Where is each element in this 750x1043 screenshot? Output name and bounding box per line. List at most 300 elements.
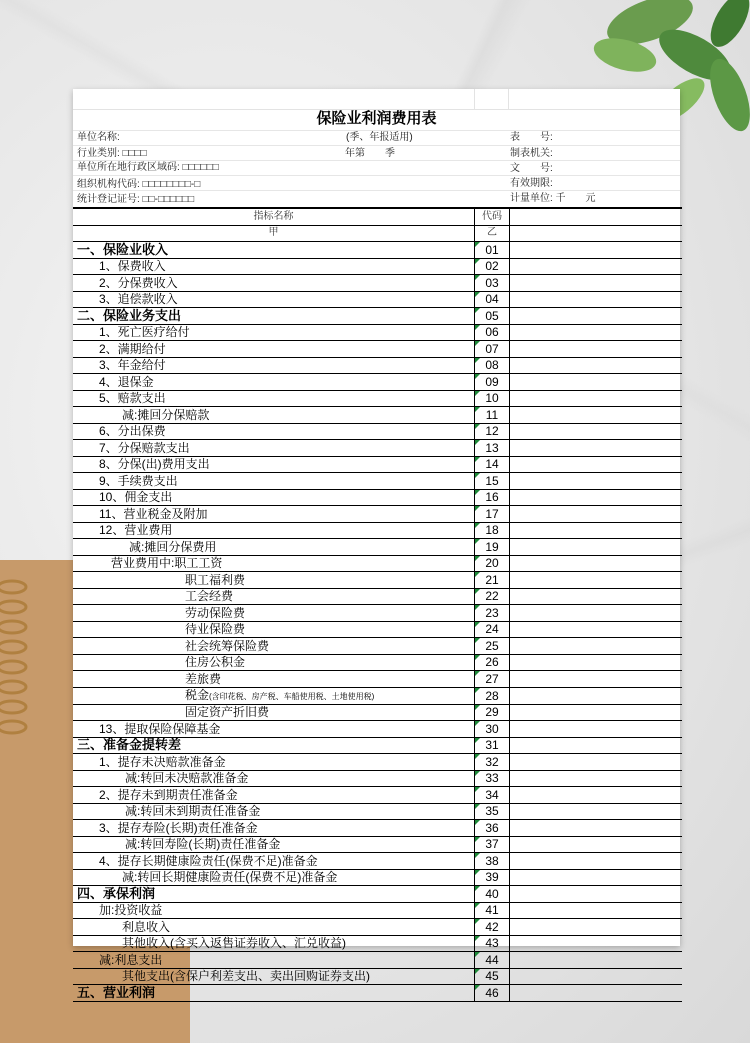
table-row (73, 621, 682, 638)
row-name-cell[interactable] (73, 324, 475, 341)
table-row (73, 820, 682, 837)
row-name-cell[interactable] (73, 291, 475, 308)
table-row (73, 555, 682, 572)
row-code-cell[interactable] (475, 506, 510, 523)
row-value-cell[interactable] (510, 721, 683, 738)
column-sub-code: 乙 (475, 225, 510, 242)
row-value-cell[interactable] (510, 820, 683, 837)
row-name: 待业保险费 (185, 622, 246, 637)
row-value-cell[interactable] (510, 654, 683, 671)
row-name: 6、分出保费 (99, 424, 166, 439)
row-note: (含印花税、房产税、车船使用税、土地使用税) (209, 691, 375, 701)
row-name-cell[interactable] (73, 787, 475, 804)
row-code-cell[interactable] (475, 836, 510, 853)
row-name-cell[interactable] (73, 704, 475, 721)
row-code-cell[interactable] (475, 721, 510, 738)
row-code-cell[interactable] (475, 489, 510, 506)
row-code-cell[interactable] (475, 324, 510, 341)
row-name-cell[interactable] (73, 721, 475, 738)
cell-indicator-icon (475, 688, 480, 693)
row-name: 减:摊回分保赔款 (122, 407, 210, 422)
grid-line (508, 89, 509, 109)
row-value-cell[interactable] (510, 737, 683, 754)
row-code: 11 (485, 407, 499, 422)
row-code-cell[interactable] (475, 341, 510, 358)
cell-indicator-icon (475, 837, 480, 842)
row-code-cell[interactable] (475, 902, 510, 919)
row-name: 减:摊回分保费用 (129, 539, 217, 554)
row-code-cell[interactable] (475, 539, 510, 556)
cell-indicator-icon (475, 407, 480, 412)
table-row (73, 919, 682, 936)
row-name: 11、营业税金及附加 (99, 506, 208, 521)
row-code-cell[interactable] (475, 754, 510, 771)
row-name-cell[interactable] (73, 952, 475, 969)
table-row (73, 374, 682, 391)
row-code-cell[interactable] (475, 407, 510, 424)
row-name: 减:转回寿险(长期)责任准备金 (125, 837, 281, 852)
row-name-cell[interactable] (73, 374, 475, 391)
row-name: 工会经费 (185, 589, 234, 604)
row-name: 13、提取保险保障基金 (99, 721, 221, 736)
row-code-cell[interactable] (475, 853, 510, 870)
table-row (73, 341, 682, 358)
row-value-cell[interactable] (510, 836, 683, 853)
row-code-cell[interactable] (475, 968, 510, 985)
row-value-cell[interactable] (510, 935, 683, 952)
row-name: 营业费用中:职工工资 (111, 556, 223, 571)
row-value-cell[interactable] (510, 621, 683, 638)
row-name: 减:转回未到期责任准备金 (125, 804, 261, 819)
row-value-cell[interactable] (510, 886, 683, 903)
table-row (73, 737, 682, 754)
row-code: 29 (485, 705, 499, 720)
table-row (73, 638, 682, 655)
issuer-label: 制表机关: (510, 148, 553, 159)
row-code: 30 (485, 721, 499, 736)
row-name-cell[interactable] (73, 275, 475, 292)
cell-indicator-icon (475, 622, 480, 627)
cell-indicator-icon (475, 771, 480, 776)
row-name-cell[interactable] (73, 853, 475, 870)
table-row (73, 357, 682, 374)
row-code: 07 (485, 341, 499, 356)
cell-indicator-icon (475, 556, 480, 561)
row-code-cell[interactable] (475, 770, 510, 787)
row-code-cell[interactable] (475, 787, 510, 804)
table-row (73, 407, 682, 424)
table-row (73, 721, 682, 738)
row-name: 利息收入 (122, 919, 171, 934)
row-name-cell[interactable] (73, 522, 475, 539)
cell-indicator-icon (475, 820, 480, 825)
row-name-cell[interactable] (73, 440, 475, 457)
table-row (73, 308, 682, 325)
row-code: 05 (485, 308, 499, 323)
table-row (73, 869, 682, 886)
row-name-cell[interactable] (73, 621, 475, 638)
row-name-cell[interactable] (73, 605, 475, 622)
row-name-cell[interactable] (73, 390, 475, 407)
row-code-cell[interactable] (475, 654, 510, 671)
row-name: 差旅费 (185, 671, 222, 686)
row-code-cell[interactable] (475, 737, 510, 754)
row-name: 固定资产折旧费 (185, 705, 270, 720)
row-name: 7、分保赔款支出 (99, 440, 190, 455)
row-code: 16 (485, 490, 499, 505)
row-value-cell[interactable] (510, 275, 683, 292)
row-name-cell[interactable] (73, 869, 475, 886)
table-row (73, 803, 682, 820)
table-row (73, 853, 682, 870)
row-name-cell[interactable] (73, 308, 475, 325)
table-row (73, 489, 682, 506)
row-name: 减:利息支出 (99, 952, 163, 967)
table-row (73, 423, 682, 440)
row-code-cell[interactable] (475, 572, 510, 589)
cell-indicator-icon (475, 292, 480, 297)
notebook-spiral-image (0, 575, 60, 735)
unit-name-label: 单位名称: (77, 132, 120, 143)
row-name-cell[interactable] (73, 489, 475, 506)
row-name: 二、保险业务支出 (77, 307, 182, 323)
row-value-cell[interactable] (510, 291, 683, 308)
row-value-cell[interactable] (510, 522, 683, 539)
row-name: 10、佣金支出 (99, 490, 173, 505)
row-name: 4、提存长期健康险责任(保费不足)准备金 (99, 853, 318, 868)
row-name: 税金 (185, 687, 210, 702)
year-quarter-label: 年第 季 (345, 148, 395, 159)
table-row (73, 539, 682, 556)
row-value-cell[interactable] (510, 324, 683, 341)
row-code: 24 (485, 622, 499, 637)
row-value-cell[interactable] (510, 423, 683, 440)
row-name: 五、营业利润 (77, 984, 156, 1000)
row-value-cell[interactable] (510, 308, 683, 325)
cell-indicator-icon (475, 870, 480, 875)
row-name-cell[interactable] (73, 985, 475, 1002)
row-code-cell[interactable] (475, 308, 510, 325)
row-code-cell[interactable] (475, 456, 510, 473)
region-code-label: 单位所在地行政区域码: □□□□□□ (77, 162, 219, 173)
row-code-cell[interactable] (475, 935, 510, 952)
row-name-cell[interactable] (73, 754, 475, 771)
row-code-cell[interactable] (475, 390, 510, 407)
table-row (73, 242, 682, 259)
column-header-code: 代码 (475, 208, 510, 225)
row-name-cell[interactable] (73, 803, 475, 820)
row-value-cell[interactable] (510, 572, 683, 589)
table-row (73, 836, 682, 853)
row-name-cell[interactable] (73, 258, 475, 275)
row-code: 19 (485, 539, 499, 554)
row-code-cell[interactable] (475, 588, 510, 605)
column-sub-name: 甲 (73, 225, 475, 242)
row-value-cell[interactable] (510, 770, 683, 787)
table-row (73, 935, 682, 952)
row-code-cell[interactable] (475, 704, 510, 721)
table-row (73, 572, 682, 589)
row-name-cell[interactable] (73, 242, 475, 259)
row-name: 12、营业费用 (99, 523, 173, 538)
row-name-cell[interactable] (73, 770, 475, 787)
row-code: 46 (485, 985, 499, 1000)
row-value-cell[interactable] (510, 919, 683, 936)
table-row (73, 473, 682, 490)
cell-indicator-icon (475, 242, 480, 247)
row-code: 44 (485, 952, 499, 967)
row-value-cell[interactable] (510, 539, 683, 556)
row-value-cell[interactable] (510, 605, 683, 622)
row-code: 04 (485, 292, 499, 307)
row-code: 09 (485, 374, 499, 389)
row-value-cell[interactable] (510, 440, 683, 457)
reg-no-label: 统计登记证号: □□-□□□□□□ (77, 194, 195, 205)
row-code-cell[interactable] (475, 423, 510, 440)
validity-label: 有效期限: (510, 178, 553, 189)
row-value-cell[interactable] (510, 489, 683, 506)
row-code: 43 (485, 936, 499, 951)
top-grid-row (73, 89, 680, 110)
cell-indicator-icon (475, 886, 480, 891)
cell-indicator-icon (475, 457, 480, 462)
column-header-value (510, 208, 683, 225)
row-code-cell[interactable] (475, 621, 510, 638)
row-name-cell[interactable] (73, 407, 475, 424)
row-name: 2、分保费收入 (99, 275, 178, 290)
cell-indicator-icon (475, 341, 480, 346)
table-row (73, 324, 682, 341)
row-value-cell[interactable] (510, 357, 683, 374)
row-code-cell[interactable] (475, 952, 510, 969)
row-code-cell[interactable] (475, 357, 510, 374)
table-no-label: 表 号: (510, 132, 553, 143)
row-code: 39 (485, 870, 499, 885)
row-value-cell[interactable] (510, 555, 683, 572)
grid-line (73, 175, 680, 176)
row-name-cell[interactable] (73, 654, 475, 671)
row-code: 38 (485, 853, 499, 868)
row-name: 3、提存寿险(长期)责任准备金 (99, 820, 258, 835)
row-code-cell[interactable] (475, 803, 510, 820)
row-name: 社会统筹保险费 (185, 638, 270, 653)
cell-indicator-icon (475, 936, 480, 941)
row-name-cell[interactable] (73, 539, 475, 556)
row-code: 45 (485, 969, 499, 984)
row-value-cell[interactable] (510, 506, 683, 523)
row-value-cell[interactable] (510, 242, 683, 259)
row-code: 01 (485, 242, 499, 257)
row-value-cell[interactable] (510, 754, 683, 771)
row-name-cell[interactable] (73, 506, 475, 523)
row-code: 12 (485, 424, 499, 439)
row-name-cell[interactable] (73, 886, 475, 903)
cell-indicator-icon (475, 655, 480, 660)
column-header-name: 指标名称 (73, 208, 475, 225)
row-name-cell[interactable] (73, 555, 475, 572)
row-value-cell[interactable] (510, 374, 683, 391)
row-code: 02 (485, 259, 499, 274)
row-code: 35 (485, 804, 499, 819)
row-name: 劳动保险费 (185, 605, 246, 620)
row-code: 22 (485, 589, 499, 604)
cell-indicator-icon (475, 473, 480, 478)
row-name: 加:投资收益 (99, 903, 163, 918)
row-value-cell[interactable] (510, 687, 683, 704)
row-name-cell[interactable] (73, 820, 475, 837)
table-row (73, 291, 682, 308)
table-row (73, 588, 682, 605)
row-code-cell[interactable] (475, 242, 510, 259)
row-name: 4、退保金 (99, 374, 154, 389)
row-value-cell[interactable] (510, 704, 683, 721)
row-code-cell[interactable] (475, 374, 510, 391)
row-value-cell[interactable] (510, 803, 683, 820)
row-code: 14 (485, 457, 499, 472)
row-code: 42 (485, 919, 499, 934)
cell-indicator-icon (475, 259, 480, 264)
row-name-cell[interactable] (73, 836, 475, 853)
row-code-cell[interactable] (475, 555, 510, 572)
row-name-cell[interactable] (73, 671, 475, 688)
row-code-cell[interactable] (475, 473, 510, 490)
row-name-cell[interactable] (73, 473, 475, 490)
row-value-cell[interactable] (510, 787, 683, 804)
row-code-cell[interactable] (475, 605, 510, 622)
row-value-cell[interactable] (510, 638, 683, 655)
row-name: 1、死亡医疗给付 (99, 325, 190, 340)
table-header-row (73, 208, 682, 225)
row-code: 13 (485, 440, 499, 455)
row-name-cell[interactable] (73, 357, 475, 374)
row-code: 21 (485, 572, 499, 587)
row-name: 四、承保利润 (77, 885, 156, 901)
row-code: 37 (485, 837, 499, 852)
row-code: 27 (485, 671, 499, 686)
table-row (73, 704, 682, 721)
row-name-cell[interactable] (73, 687, 475, 704)
row-name: 其他支出(含保户利差支出、卖出回购证券支出) (122, 969, 370, 984)
row-code-cell[interactable] (475, 440, 510, 457)
row-name-cell[interactable] (73, 341, 475, 358)
spreadsheet-sheet (73, 89, 680, 1000)
row-name-cell[interactable] (73, 638, 475, 655)
doc-no-label: 文 号: (510, 163, 553, 174)
row-name: 2、满期给付 (99, 341, 166, 356)
row-code: 26 (485, 655, 499, 670)
cell-indicator-icon (475, 853, 480, 858)
row-name-cell[interactable] (73, 968, 475, 985)
row-name-cell[interactable] (73, 737, 475, 754)
row-code-cell[interactable] (475, 985, 510, 1002)
row-value-cell[interactable] (510, 390, 683, 407)
row-code: 03 (485, 275, 499, 290)
table-row (73, 671, 682, 688)
row-name-cell[interactable] (73, 919, 475, 936)
cell-indicator-icon (475, 572, 480, 577)
row-name-cell[interactable] (73, 588, 475, 605)
row-name: 其他收入(含买入返售证券收入、汇兑收益) (122, 936, 346, 951)
cell-indicator-icon (475, 952, 480, 957)
row-code-cell[interactable] (475, 671, 510, 688)
row-value-cell[interactable] (510, 985, 683, 1002)
cell-indicator-icon (475, 308, 480, 313)
row-name-cell[interactable] (73, 456, 475, 473)
cell-indicator-icon (475, 424, 480, 429)
row-code: 34 (485, 787, 499, 802)
row-value-cell[interactable] (510, 869, 683, 886)
row-code-cell[interactable] (475, 258, 510, 275)
row-code: 23 (485, 605, 499, 620)
row-name: 8、分保(出)费用支出 (99, 457, 210, 472)
row-name: 职工福利费 (185, 572, 246, 587)
row-code: 17 (485, 506, 499, 521)
row-code-cell[interactable] (475, 522, 510, 539)
row-name-cell[interactable] (73, 423, 475, 440)
cell-indicator-icon (475, 440, 480, 445)
cell-indicator-icon (475, 903, 480, 908)
row-code-cell[interactable] (475, 886, 510, 903)
row-name: 三、准备金提转差 (77, 737, 182, 753)
row-code-cell[interactable] (475, 919, 510, 936)
row-code-cell[interactable] (475, 291, 510, 308)
row-name: 9、手续费支出 (99, 473, 178, 488)
row-name: 减:转回未决赔款准备金 (125, 771, 249, 786)
row-value-cell[interactable] (510, 968, 683, 985)
row-code: 40 (485, 886, 499, 901)
grid-line (73, 145, 680, 146)
row-value-cell[interactable] (510, 258, 683, 275)
row-code: 10 (485, 391, 499, 406)
row-value-cell[interactable] (510, 671, 683, 688)
cell-indicator-icon (475, 589, 480, 594)
table-row (73, 390, 682, 407)
row-value-cell[interactable] (510, 473, 683, 490)
row-code-cell[interactable] (475, 687, 510, 704)
row-value-cell[interactable] (510, 853, 683, 870)
row-value-cell[interactable] (510, 456, 683, 473)
row-name-cell[interactable] (73, 935, 475, 952)
row-code-cell[interactable] (475, 638, 510, 655)
cell-indicator-icon (475, 787, 480, 792)
row-code-cell[interactable] (475, 275, 510, 292)
row-code-cell[interactable] (475, 869, 510, 886)
org-code-label: 组织机构代码: □□□□□□□□-□ (77, 179, 201, 190)
grid-line (474, 89, 475, 109)
row-name-cell[interactable] (73, 902, 475, 919)
cell-indicator-icon (475, 325, 480, 330)
table-row (73, 687, 682, 704)
cell-indicator-icon (475, 754, 480, 759)
cell-indicator-icon (475, 506, 480, 511)
row-value-cell[interactable] (510, 588, 683, 605)
row-code-cell[interactable] (475, 820, 510, 837)
period-note: (季、年报适用) (346, 132, 413, 143)
row-code: 41 (485, 903, 499, 918)
table-row (73, 787, 682, 804)
row-name-cell[interactable] (73, 572, 475, 589)
cell-indicator-icon (475, 804, 480, 809)
row-value-cell[interactable] (510, 407, 683, 424)
row-value-cell[interactable] (510, 902, 683, 919)
cell-indicator-icon (475, 721, 480, 726)
cell-indicator-icon (475, 391, 480, 396)
table-row (73, 968, 682, 985)
table-row (73, 605, 682, 622)
row-value-cell[interactable] (510, 952, 683, 969)
row-value-cell[interactable] (510, 341, 683, 358)
cell-indicator-icon (475, 671, 480, 676)
